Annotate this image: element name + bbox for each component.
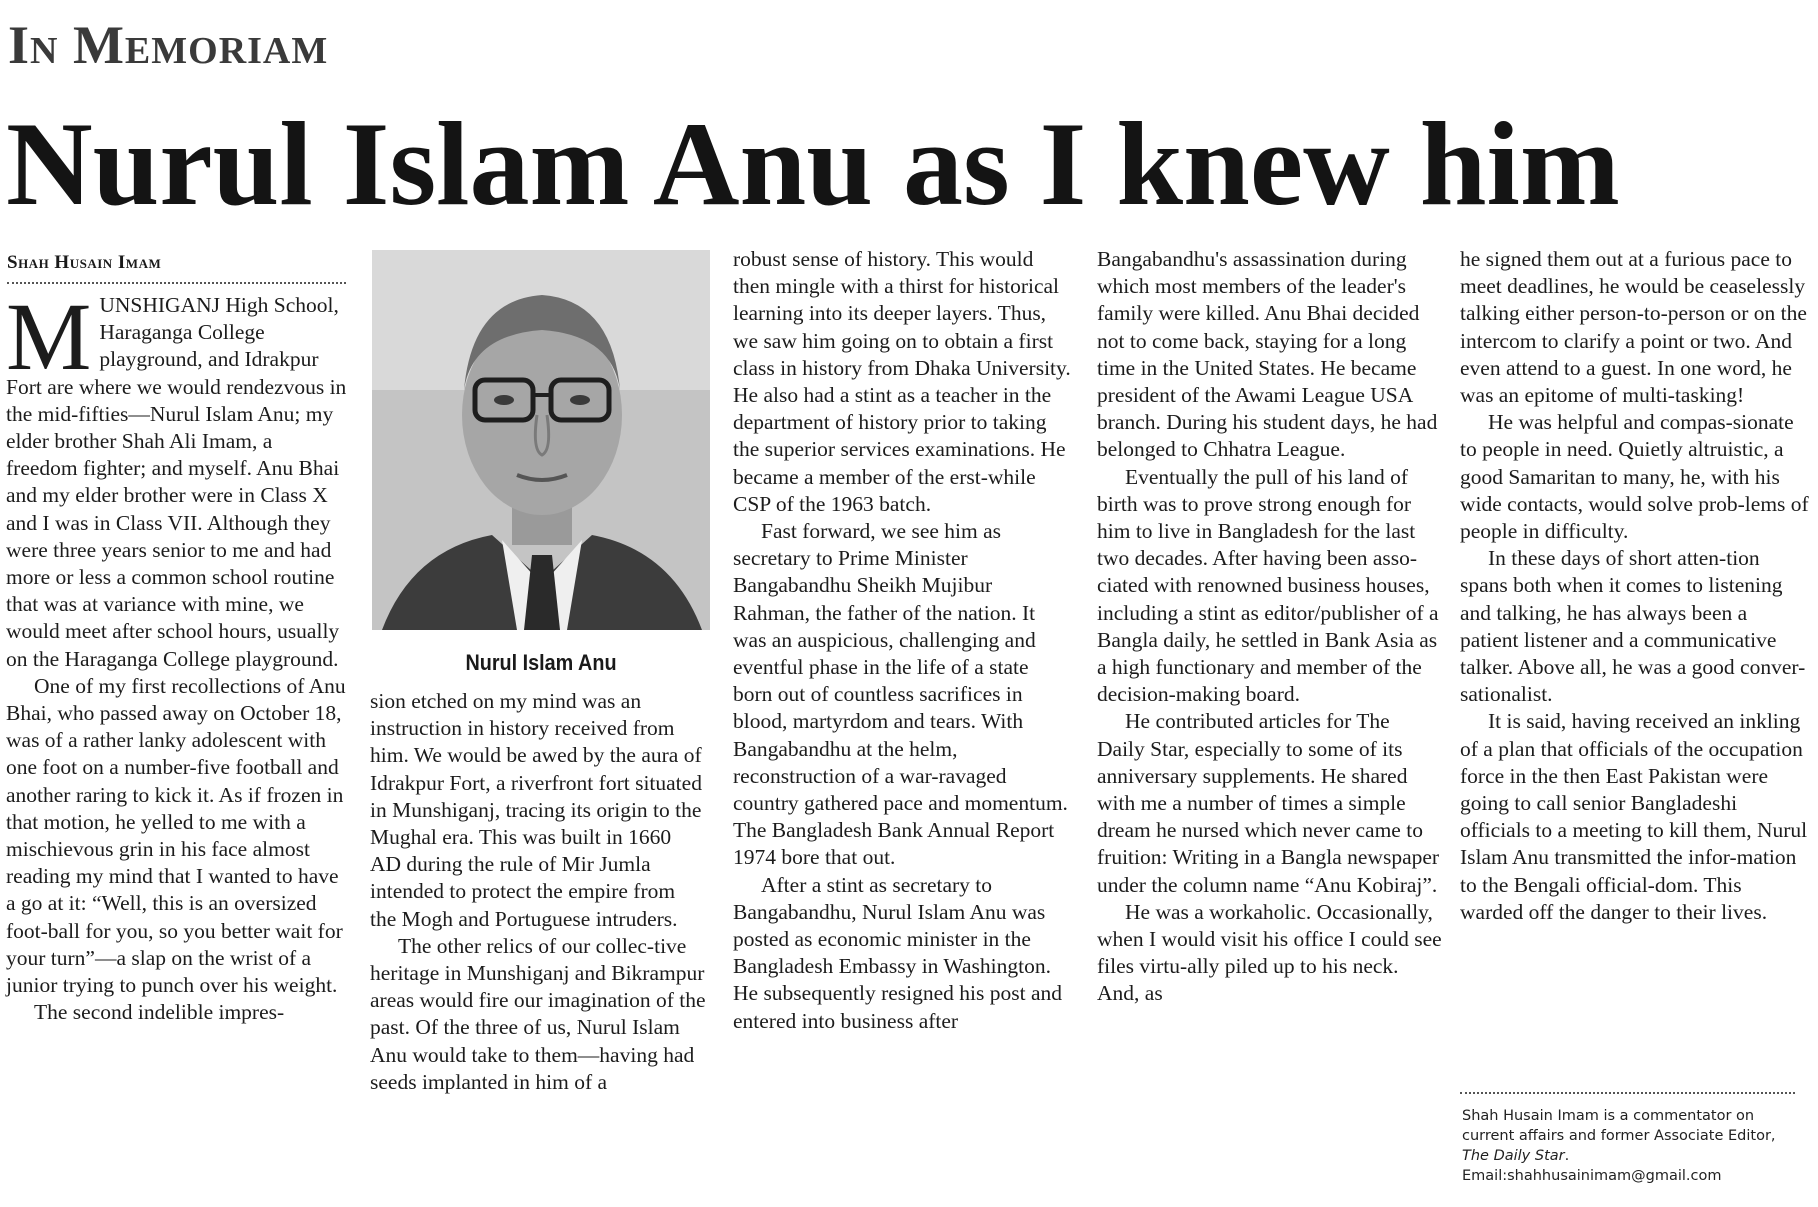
article-paragraph: Fast forward, we see him as secretary to Prime Minister Bangabandhu Sheikh Mujibur Rahman, the father of the nation. It was an auspicious, challenging and eventful phase in the life of a state born out of countless sacrifices in blood, martyrdom and tears. With Bangabandhu at the helm, reconstruction of a war-ravaged country gathered pace and momentum. The Bangladesh Bank Annual Report 1974 bore that out. <box>733 519 1068 870</box>
photo-caption: Nurul Islam Anu <box>465 650 617 675</box>
article-paragraph: It is said, having received an inkling of a plan that officials of the occupation force in the then East Pakistan were going to call senior Bangladeshi officials to a meeting to kill them, Nurul Islam Anu transmitted the infor-mation to the Bengali official-dom. This warded off the danger to their lives. <box>1460 709 1808 924</box>
author-email: Email:shahhusainimam@gmail.com <box>1462 1168 1722 1184</box>
byline: Shah Husain Imam <box>7 252 346 284</box>
article-column-2 <box>370 688 706 1096</box>
article-paragraph: he signed them out at a furious pace to meet deadlines, he would be ceaselessly talking either person-to-person or on the intercom to clarify a point or two. And even attend to a guest. In one word, he was an epitome of multi-tasking! <box>1460 247 1807 408</box>
article-paragraph: Bangabandhu's assassination during which most members of the leader's family were killed. Anu Bhai decided not to come back, staying for a long time in the United States. He became president of the Awami League USA branch. During his student days, he had belonged to Chhatra League. <box>1097 247 1438 462</box>
author-note-text: Shah Husain Imam is a commentator on current affairs and former Associate Editor, <box>1462 1108 1776 1144</box>
portrait-photo <box>372 250 710 630</box>
article-paragraph: One of my first recollections of Anu Bhai, who passed away on October 18, was of a rather lanky adolescent with one foot on a number-five football and another raring to kick it. As if frozen in that motion, he yelled to me with a mischievous grin in his face almost reading my mind that I wanted to have a go at it: “Well, this is an oversized foot-ball for you, so you better wait for your turn”—a slap on the wrist of a junior trying to punch over his weight. <box>6 673 346 998</box>
article-paragraph: robust sense of history. This would then mingle with a thirst for historical learning into its deeper layers. Thus, we saw him going on to obtain a first class in history from Dhaka University. He also had a stint as a teacher in the department of history prior to taking the superior services examinations. He became a member of the erst-while CSP of the 1963 batch. <box>733 247 1071 516</box>
author-note: Shah Husain Imam is a commentator on current affairs and former Associate Editor, The Daily Star. Email:shahhusainimam@gmail.com <box>1462 1108 1776 1184</box>
article-column-3 <box>733 246 1073 1035</box>
author-note-paper: The Daily Star <box>1462 1148 1565 1164</box>
drop-cap: M <box>6 283 92 390</box>
article-column-4 <box>1097 246 1442 1008</box>
article-paragraph: The other relics of our collec-tive heritage in Munshiganj and Bikrampur areas would fire our imagination of the past. Of the three of us, Nurul Islam Anu would take to them—having had seeds implanted in him of a <box>370 933 706 1094</box>
article-column-1 <box>6 283 348 1026</box>
article-paragraph: In these days of short atten-tion spans both when it comes to listening and talking, he has always been a patient listener and a communicative talker. Above all, he was a good conver-sationalist. <box>1460 546 1806 707</box>
article-paragraph: MUNSHIGANJ High School, Haraganga College playground, and Idrakpur Fort are where we would rendezvous in the mid-fifties—Nurul Islam Anu; my elder brother Shah Ali Imam, a freedom fighter; and myself. Anu Bhai and my elder brother were in Class X and I was in Class VII. Although they were three years senior to me and had more or less a common school routine that was at variance with mine, we would meet after school hours, usually on the Haraganga College playground. <box>6 283 347 671</box>
portrait-illustration <box>372 250 710 630</box>
article-paragraph: The second indelible impres- <box>34 1000 285 1025</box>
section-kicker: In Memoriam <box>8 15 329 75</box>
article-paragraph: After a stint as secretary to Bangabandhu, Nurul Islam Anu was posted as economic minister in the Bangladesh Embassy in Washington. He subsequently resigned his post and entered into business after <box>733 872 1063 1033</box>
article-paragraph: Eventually the pull of his land of birth was to prove strong enough for him to live in Bangladesh for the last two decades. After having been asso-ciated with renowned business houses, including a stint as editor/publisher of a Bangla daily, he settled in Bank Asia as a high functionary and member of the decision-making board. <box>1097 464 1439 707</box>
author-note-divider <box>1460 1092 1795 1094</box>
article-paragraph: He was a workaholic. Occasionally, when I would visit his office I could see files virtu-ally piled up to his neck. And, as <box>1097 899 1442 1006</box>
article-column-5 <box>1460 246 1810 926</box>
article-paragraph: He contributed articles for The Daily Star, especially to some of its anniversary supplements. He shared with me a number of times a simple dream he nursed which never came to fruition: Writing in a Bangla newspaper under the column name “Anu Kobiraj”. <box>1097 709 1440 897</box>
article-paragraph: sion etched on my mind was an instruction in history received from him. We would be awed by the aura of Idrakpur Fort, a riverfront fort situated in Munshiganj, tracing its origin to the Mughal era. This was built in 1660 AD during the rule of Mir Jumla intended to protect the empire from the Mogh and Portuguese intruders. <box>370 689 702 931</box>
headline: Nurul Islam Anu as I knew him <box>6 97 1620 230</box>
article-paragraph: He was helpful and compas-sionate to people in need. Quietly altruistic, a good Samaritan to many, he, with his wide contacts, would solve prob-lems of people in difficulty. <box>1460 410 1809 544</box>
